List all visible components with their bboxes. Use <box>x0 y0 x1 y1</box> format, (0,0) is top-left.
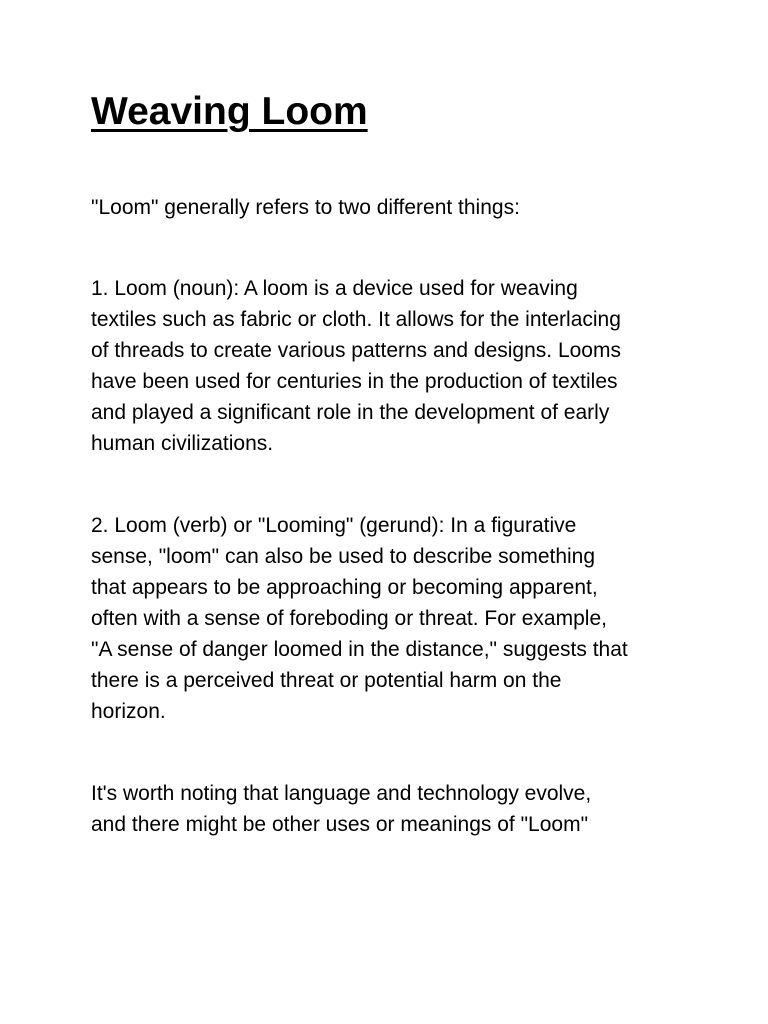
noun-definition-paragraph: 1. Loom (noun): A loom is a device used for weaving textiles such as fabric or cloth. It allows for the interlacing of threads to create various patterns and designs. Looms have been used for centuries in the production of textiles and played a significant role in the development of early human civilizations. <box>91 277 621 455</box>
document-title: Weaving Loom <box>91 90 368 133</box>
closing-note-paragraph: It's worth noting that language and technology evolve, and there might be other uses or meanings of "Loom" <box>91 782 592 836</box>
intro-paragraph: "Loom" generally refers to two different things: <box>91 196 520 219</box>
verb-definition-paragraph: 2. Loom (verb) or "Looming" (gerund): In a figurative sense, "loom" can also be used to describe something that appears to be approaching or becoming apparent, often with a sense of foreboding or threat. For example, "A sense of danger loomed in the distance," suggests that there is a perceived threat or potential harm on the horizon. <box>91 514 628 723</box>
